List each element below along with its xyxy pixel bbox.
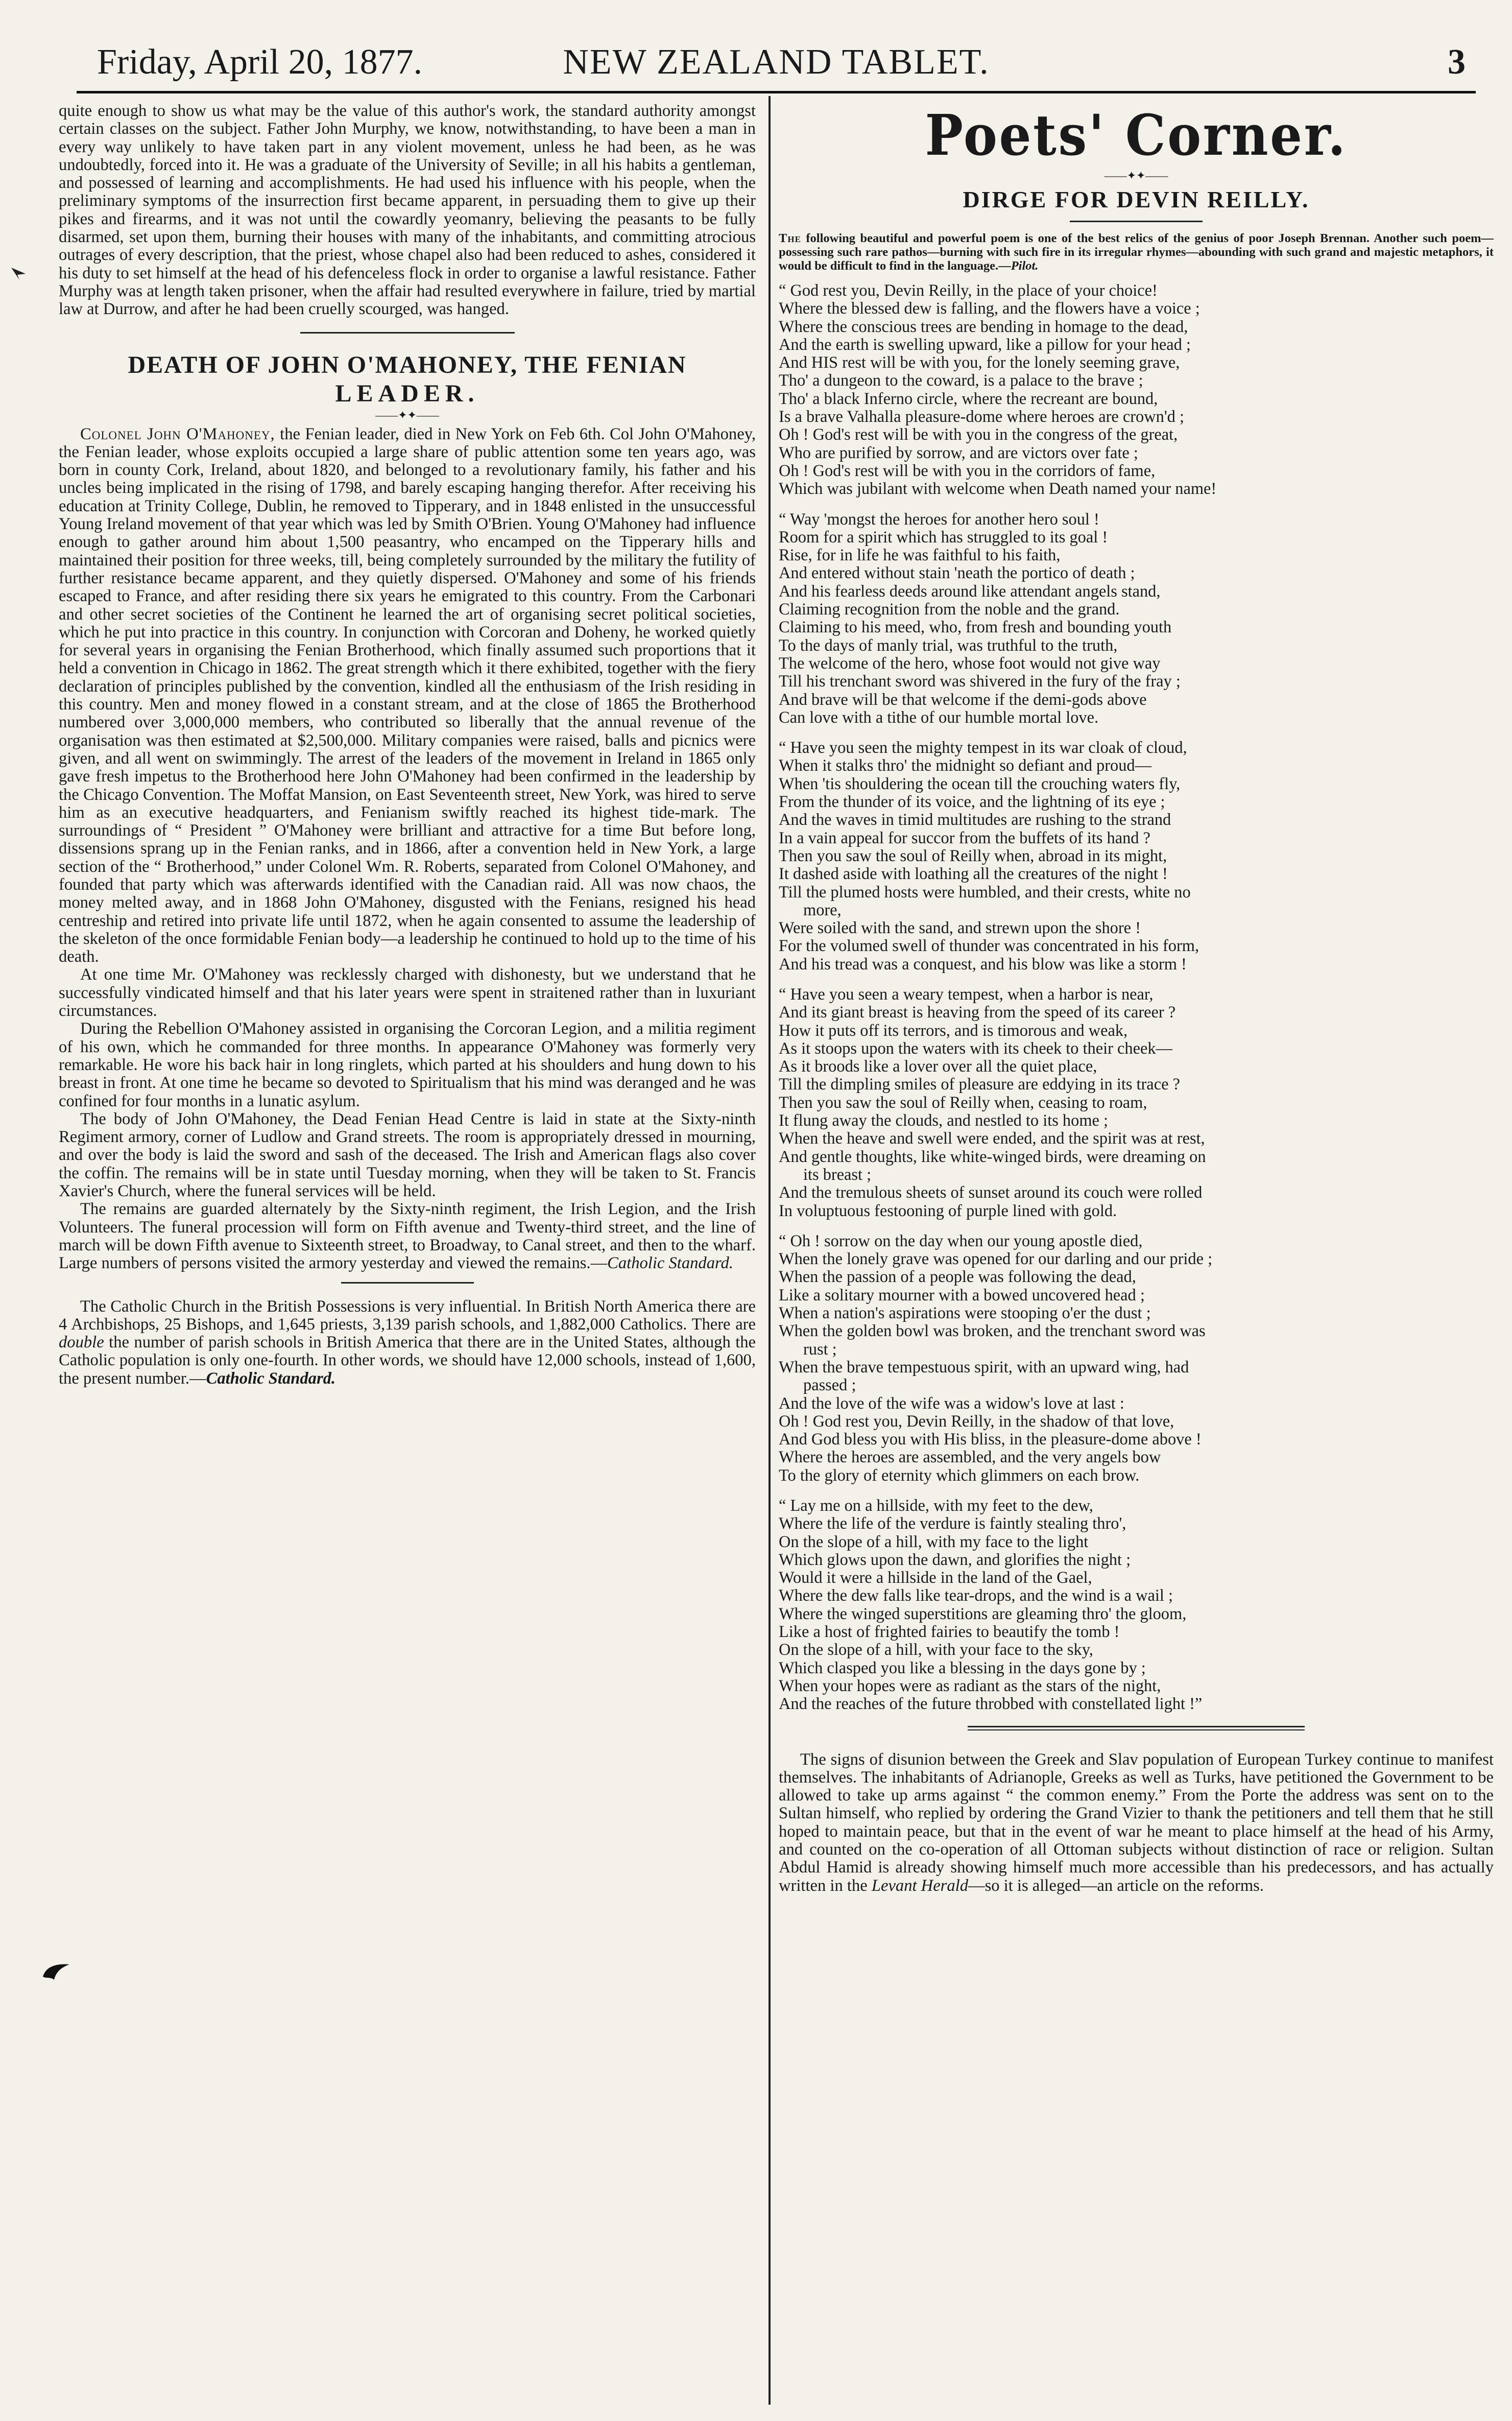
verse-line: Where the winged superstitions are gleaming thro' the gloom, (779, 1604, 1187, 1623)
ink-blot-icon (41, 1961, 71, 1982)
stanza-2 (779, 511, 1494, 727)
poem-introduction (779, 231, 1494, 273)
verse-line: And his fearless deeds around like attendant angels stand, (779, 582, 1161, 601)
verse-line: As it broods like a lover over all the quiet place, (779, 1057, 1097, 1076)
title-rule (1070, 221, 1203, 222)
verse-line: And entered without stain 'neath the portico of death ; (779, 564, 1135, 583)
verse-line: As it stoops upon the waters with its cheek to their cheek— (779, 1039, 1172, 1058)
verse-line: Till the dimpling smiles of pleasure are eddying in its trace ? (779, 1075, 1180, 1094)
section-rule (300, 332, 515, 334)
verse-line: When the brave tempestuous spirit, with an upward wing, had (779, 1358, 1189, 1376)
verse-line: Like a solitary mourner with a bowed uncovered head ; (779, 1286, 1145, 1304)
obituary-paragraph-3: During the Rebellion O'Mahoney assisted in organising the Corcoran Legion, and a militia regiment of his own, which he commanded for three months. In appearance O'Mahoney was formerly very remarkable. He wore his back hair in long ringlets, which parted at his shoulders and hung down to his breast in front. At one time he became so devoted to Spiritualism that his mind was deranged and he was confined for four months in a lunatic asylum. (59, 1019, 756, 1110)
obituary-paragraph-4: The body of John O'Mahoney, the Dead Fenian Head Centre is laid in state at the Sixty-ninth Regiment armory, corner of Ludlow and Grand streets. The room is appropriately dressed in mourning, and over the body is laid the sword and sash of the deceased. The Irish and American flags also cover the coffin. The remains will be in state until Tuesday morning, when they will be taken to St. Francis Xavier's Church, where the funeral services will be held. (59, 1109, 756, 1201)
verse-line: Tho' a dungeon to the coward, is a palace to the brave ; (779, 371, 1143, 390)
verse-line: Rise, for in life he was faithful to his faith, (779, 546, 1061, 565)
verse-line: Is a brave Valhalla pleasure-dome where heroes are crown'd ; (779, 408, 1184, 426)
verse-line: On the slope of a hill, with my face to the light (779, 1532, 1089, 1551)
verse-line: When a nation's aspirations were stooping o'er the dust ; (779, 1304, 1151, 1323)
stanza-3 (779, 739, 1494, 974)
verse-line: And the tremulous sheets of sunset around its couch were rolled (779, 1183, 1203, 1202)
verse-line: Where the life of the verdure is faintly stealing thro', (779, 1514, 1126, 1533)
article-headline (59, 351, 756, 408)
verse-line: When it stalks thro' the midnight so defiant and proud— (779, 756, 1152, 775)
masthead (77, 37, 1476, 88)
verse-line: “ Way 'mongst the heroes for another hero soul ! (779, 510, 1099, 529)
verse-line: Claiming to his meed, who, from fresh and bounding youth (779, 618, 1172, 637)
headline-line-1: DEATH OF JOHN O'MAHONEY, THE FENIAN (128, 351, 687, 378)
section-rule-2 (341, 1282, 474, 1284)
verse-line: And brave will be that welcome if the demi-gods above (779, 690, 1147, 709)
intro-text: following beautiful and powerful poem is one of the best relics of the genius of poor Joseph Brennan. Another such poem—possessing such rare pathos—burning with such fire in its irregular rhymes—abounding with such grand and majestic metaphors, it would be difficult to find in the language.— (779, 231, 1494, 273)
verse-line: When the heave and swell were ended, and the spirit was at rest, (779, 1129, 1205, 1148)
verse-line: When your hopes were as radiant as the stars of the night, (779, 1676, 1161, 1695)
murphy-paragraph: quite enough to show us what may be the value of this author's work, the standard authority amongst certain classes on the subject. Father John Murphy, we know, notwithstanding, to have been a man in every way unlikely to have taken part in any violent movement, unless he had been, as he was undoubtedly, forced into it. He was a graduate of the University of Seville; in all his habits a gentleman, and possessed of learning and accomplishments. He had used his influence with his people, when the preliminary symptoms of the insurrection first became apparent, in persuading them to give up their pikes and firearms, and it was not until the cowardly yeomanry, believing the peasants to be fully disarmed, set upon them, burning their houses with many of the inhabitants, and committing atrocious outrages of every description, that the priest, whose chapel also had been reduced to ashes, considered it his duty to set himself at the head of his defenceless flock in order to organise a lawful resistance. Father Murphy was at length taken prisoner, when the affair had resulted everywhere in failure, tried by martial law at Durrow, and after he had been cruelly scourged, was hanged. (59, 102, 756, 319)
verse-line: When the golden bowl was broken, and the trenchant sword was (779, 1322, 1206, 1341)
verse-line: Where the conscious trees are bending in homage to the dead, (779, 317, 1188, 336)
verse-line: When 'tis shouldering the ocean till the crouching waters fly, (779, 774, 1181, 793)
verse-line: In a vain appeal for succor from the buffets of its hand ? (779, 828, 1150, 847)
verse-line: Tho' a black Inferno circle, where the recreant are bound, (779, 389, 1158, 408)
issue-date: Friday, April 20, 1877. (97, 42, 423, 82)
verse-line: It flung away the clouds, and nestled to its home ; (779, 1111, 1108, 1130)
page-number: 3 (1448, 42, 1466, 82)
verse-line: In voluptuous festooning of purple lined with gold. (779, 1201, 1117, 1220)
verse-line: Like a host of frighted fairies to beautify the tomb ! (779, 1623, 1120, 1642)
stanza-6 (779, 1497, 1494, 1714)
verse-line: How it puts off its terrors, and is timorous and weak, (779, 1021, 1128, 1040)
newspaper-title: NEW ZEALAND TABLET. (563, 42, 990, 82)
verse-line: For the volumed swell of thunder was concentrated in his form, (779, 937, 1199, 956)
verse-line: On the slope of a hill, with your face to the sky, (779, 1641, 1093, 1659)
levant-herald: Levant Herald (871, 1876, 968, 1895)
verse-line: “ God rest you, Devin Reilly, in the place of your choice! (779, 281, 1158, 300)
intro-lead: The (779, 231, 801, 245)
verse-line: To the glory of eternity which glimmers on each brow. (779, 1466, 1140, 1485)
catholic-church-text: The Catholic Church in the British Possessions is very influential. In British North America there are 4 Archbishops, 25 Bishops, and 1,645 priests, 3,139 parish schools, and 1,882,000 Catholics. There are (59, 1297, 756, 1334)
verse-line: When the passion of a people was following the dead, (779, 1268, 1136, 1287)
verse-line: rust ; (803, 1340, 837, 1359)
verse-line: Where the heroes are assembled, and the very angels bow (779, 1448, 1161, 1467)
obituary-paragraph-2: At one time Mr. O'Mahoney was recklessly charged with dishonesty, but we understand that he successfully vindicated himself and that his later years were spent in straitened rather than in luxuriant circumstances. (59, 965, 756, 1020)
turkey-text: The signs of disunion between the Greek and Slav population of European Turkey continue to manifest themselves. The inhabitants of Adrianople, Greeks as well as Turks, have petitioned the Government to be allowed to take up arms against “ the common enemy.” From the Porte the address was sent on to the Sultan himself, who replied by ordering the Grand Vizier to thank the petitioners and tell them that he still hoped to maintain peace, but that in the event of war he meant to place himself at the head of his Army, and counted on the co-operation of all Ottoman subjects without distinction of race or religion. Sultan Abdul Hamid is already showing himself much more accessible than his predecessors, and has actually written in the (779, 1750, 1494, 1895)
verse-line: It dashed aside with loathing all the creatures of the night ! (779, 865, 1168, 884)
verse-line: Oh ! God's rest will be with you in the congress of the great, (779, 425, 1178, 444)
verse-line: Till the plumed hosts were humbled, and their crests, white no (779, 883, 1191, 901)
verse-line: Where the blessed dew is falling, and the flowers have a voice ; (779, 299, 1200, 318)
verse-line: Till his trenchant sword was shivered in the fury of the fray ; (779, 672, 1181, 691)
verse-line: Claiming recognition from the noble and the grand. (779, 600, 1120, 619)
stanza-1 (779, 282, 1494, 499)
verse-line: Oh ! God's rest will be with you in the corridors of fame, (779, 461, 1156, 480)
headline-line-2: LEADER. (335, 379, 479, 407)
verse-line: Where the dew falls like tear-drops, and the wind is a wail ; (779, 1586, 1173, 1605)
verse-line: Which clasped you like a blessing in the days gone by ; (779, 1658, 1146, 1677)
source-credit: Catholic Standard. (607, 1254, 733, 1273)
verse-line: From the thunder of its voice, and the lightning of its eye ; (779, 793, 1165, 812)
catholic-church-paragraph (59, 1298, 756, 1388)
verse-line: passed ; (803, 1376, 856, 1395)
verse-line: its breast ; (803, 1165, 872, 1184)
column-divider (769, 96, 771, 2405)
verse-line: And HIS rest will be with you, for the lonely seeming grave, (779, 353, 1180, 372)
article-separator (968, 1726, 1305, 1730)
verse-line: And the earth is swelling upward, like a pillow for your head ; (779, 335, 1191, 354)
intro-source: Pilot. (1011, 259, 1039, 273)
turkey-paragraph (779, 1751, 1494, 1895)
verse-line: The welcome of the hero, whose foot would not give way (779, 654, 1161, 673)
verse-line: And the waves in timid multitudes are rushing to the strand (779, 811, 1171, 829)
obituary-paragraph-1 (59, 425, 756, 966)
verse-line: Then you saw the soul of Reilly when, abroad in its might, (779, 846, 1167, 865)
verse-line: Can love with a tithe of our humble mortal love. (779, 708, 1099, 727)
poem-title: DIRGE FOR DEVIN REILLY. (963, 186, 1310, 212)
verse-line: Were soiled with the sand, and strewn upon the shore ! (779, 919, 1141, 938)
headline-ornament: ——✦✦—— (375, 408, 439, 421)
section-title: Poets' Corner. (925, 102, 1348, 168)
verse-line: “ Lay me on a hillside, with my feet to the dew, (779, 1497, 1093, 1515)
verse-line: more, (803, 900, 842, 919)
verse-line: Which was jubilant with welcome when Death named your name! (779, 480, 1217, 499)
emphasis-double: double (59, 1333, 104, 1352)
left-column (59, 102, 756, 1388)
catholic-church-text-2: the number of parish schools in British America that there are in the United States, although the Catholic population is only one-fourth. In other words, we should have 12,000 schools, instead of 1,600, the present number.— (59, 1333, 756, 1388)
source-credit-2: Catholic Standard. (206, 1369, 336, 1388)
verse-line: To the days of manly trial, was truthful to the truth, (779, 636, 1118, 655)
obituary-paragraph-5-text: The remains are guarded alternately by the Sixty-ninth regiment, the Irish Legion, and the Irish Volunteers. The funeral procession will form on Fifth avenue and Twenty-third street, and the line of march will be down Fifth avenue to Sixteenth street, to Broadway, to Canal street, and then to the wharf. Large numbers of persons visited the armory yesterday and viewed the remains.— (59, 1200, 756, 1273)
verse-line: And the reaches of the future throbbed with constellated light !” (779, 1695, 1203, 1714)
verse-line: “ Oh ! sorrow on the day when our young apostle died, (779, 1231, 1143, 1250)
verse-line: Then you saw the soul of Reilly when, ceasing to roam, (779, 1093, 1147, 1112)
verse-line: “ Have you seen a weary tempest, when a harbor is near, (779, 985, 1154, 1004)
verse-line: And the love of the wife was a widow's love at last : (779, 1394, 1124, 1413)
verse-line: Oh ! God rest you, Devin Reilly, in the shadow of that love, (779, 1412, 1174, 1431)
stanza-4 (779, 986, 1494, 1220)
section-ornament: ——✦✦—— (1104, 169, 1168, 182)
verse-line: When the lonely grave was opened for our darling and our pride ; (779, 1250, 1213, 1269)
obituary-paragraph-1-text: the Fenian leader, died in New York on Feb 6th. Col John O'Mahoney, the Fenian leader, whose exploits occupied a large share of public attention some ten years ago, was born in county Cork, Ireland, about 1820, and belonged to a revolutionary family, his father and his uncles being implicated in the rising of 1798, and barely escaping hanging therefor. After receiving his education at Trinity College, Dublin, he removed to Tipperary, and in 1848 enlisted in the unsuccessful Young Ireland movement of that year which was led by Smith O'Brien. Young O'Mahoney had influence enough to gather around him about 1,500 peasantry, who encamped on the Tipperary hills and maintained their position for three weeks, till, being completely surrounded by the military the futility of further resistance became apparent, and they quietly dispersed. O'Mahoney and some of his friends escaped to France, and after residing there six years he emigrated to this country. From the Carbonari and other secret societies of the Continent he learned the art of organising secret political societies, which he put into practice in this country. In conjunction with Corcoran and Doheny, he worked quietly for several years in organising the Fenian Brotherhood, which finally assumed such proportions that it held a convention in Chicago in 1862. The great strength which it there exhibited, together with the fiery declaration of principles published by the convention, kindled all the enthusiasm of the Irish residing in this country. Men and money flowed in a constant stream, and at the close of 1865 the Brotherhood numbered over 3,000,000 members, who contributed so liberally that the annual revenue of the organisation was then estimated at $2,500,000. Military companies were raised, balls and picnics were given, and all went on swimmingly. The arrest of the leaders of the movement in Ireland in 1865 only gave fresh impetus to the Brotherhood here John O'Mahoney had been confirmed in the leadership by the Chicago Convention. The Moffat Mansion, on East Seventeenth street, New York, was hired to serve him as an executive headquarters, and Fenianism swiftly reached its highest tide-mark. The surroundings of “ President ” O'Mahoney were brilliant and attractive for a time But before long, dissensions sprang up in the Fenian ranks, and in 1866, after a convention held in New York, a large section of the “ Brotherhood,” under Colonel Wm. R. Roberts, separated from Colonel O'Mahoney, and founded that party which was afterwards identified with the Canadian raid. All was now chaos, the money melted away, and in 1868 John O'Mahoney, disgusted with the Fenians, resigned his head centreship and retired into private life until 1872, when he again consented to assume the leadership of the skeleton of the once formidable Fenian body—a leadership he continued to hold up to the time of his death. (59, 424, 756, 966)
margin-pointer-icon (10, 266, 31, 281)
verse-line: And gentle thoughts, like white-winged birds, were dreaming on (779, 1147, 1206, 1166)
verse-line: And God bless you with His bliss, in the pleasure-dome above ! (779, 1430, 1202, 1449)
stanza-5 (779, 1232, 1494, 1485)
verse-line: Which glows upon the dawn, and glorifies the night ; (779, 1550, 1131, 1569)
masthead-rule (77, 91, 1476, 93)
turkey-text-2: —so it is alleged—an article on the reforms. (968, 1876, 1264, 1895)
right-column (779, 102, 1494, 1895)
verse-line: Room for a spirit which has struggled to its goal ! (779, 528, 1108, 547)
lead-name: Colonel John O'Mahoney, (80, 424, 275, 443)
verse-line: “ Have you seen the mighty tempest in its war cloak of cloud, (779, 739, 1187, 757)
verse-line: Would it were a hillside in the land of the Gael, (779, 1569, 1092, 1587)
obituary-paragraph-5 (59, 1200, 756, 1272)
verse-line: Who are purified by sorrow, and are victors over fate ; (779, 443, 1138, 462)
verse-line: And its giant breast is heaving from the speed of its career ? (779, 1003, 1176, 1022)
verse-line: And his tread was a conquest, and his blow was like a storm ! (779, 955, 1187, 974)
